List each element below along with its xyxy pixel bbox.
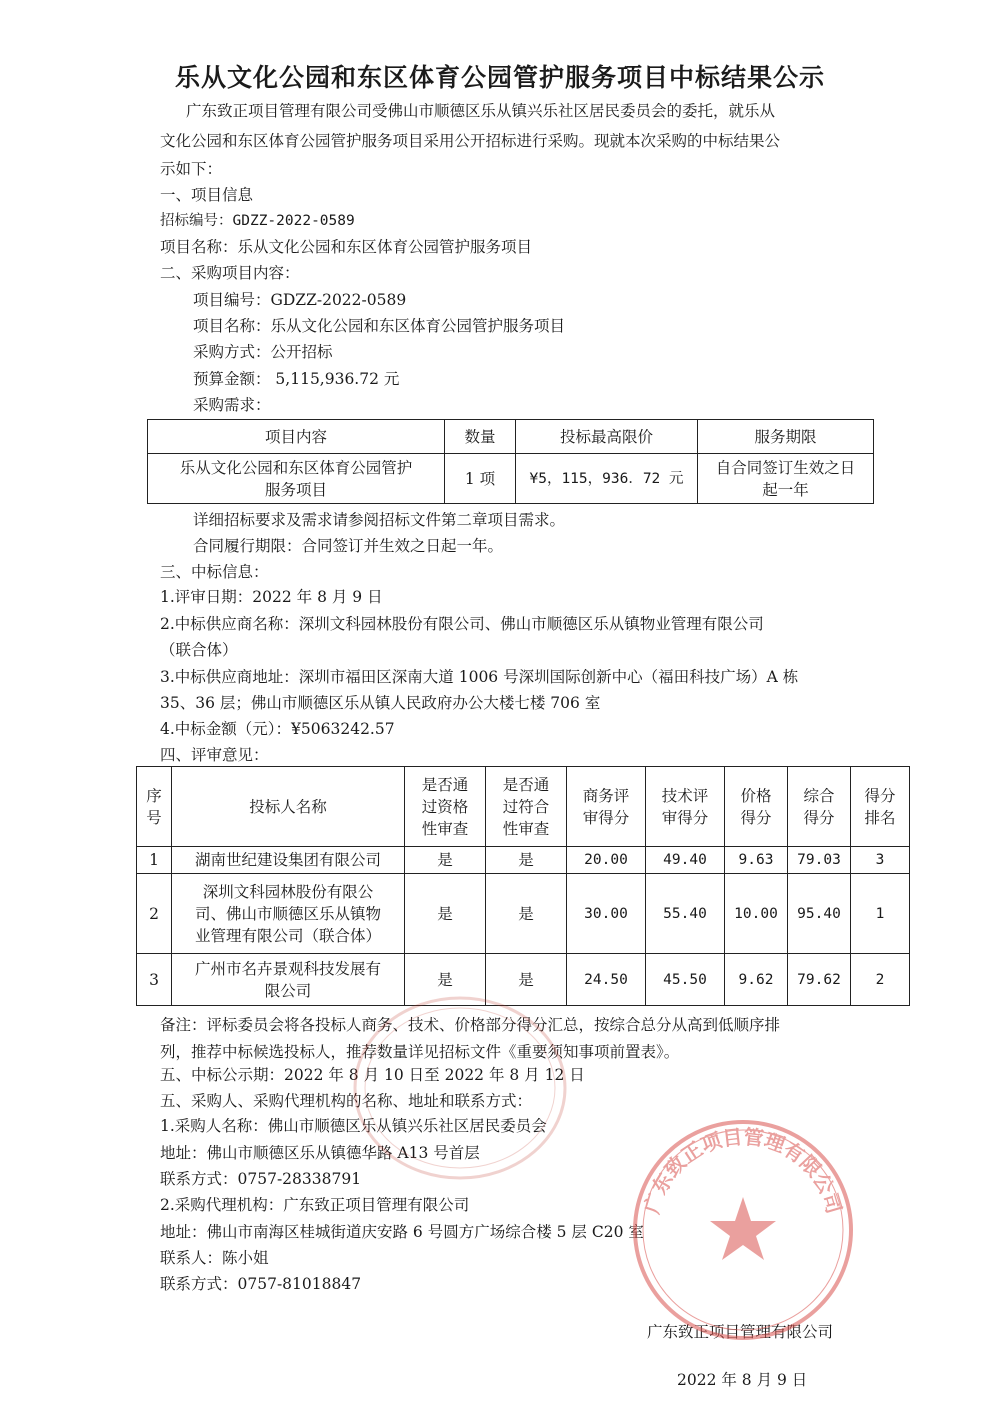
row-rank: 1 bbox=[851, 874, 910, 954]
winner-address-line-1: 3.中标供应商地址：深圳市福田区深南大道 1006 号深圳国际创新中心（福田科技广场）A 栋 bbox=[160, 668, 799, 686]
row-bidder-name-line-1: 广州市名卉景观科技发展有 bbox=[194, 959, 381, 978]
detail-note: 详细招标要求及需求请参阅招标文件第二章项目需求。 bbox=[193, 511, 566, 529]
row-conformity: 是 bbox=[486, 954, 567, 1006]
table-row bbox=[137, 847, 910, 874]
row-seq: 3 bbox=[137, 954, 172, 1006]
row-seq: 2 bbox=[137, 874, 172, 954]
review-header-seq-1: 序 bbox=[146, 786, 162, 805]
demand-period-line-1: 自合同签订生效之日 bbox=[715, 458, 856, 477]
review-header-total bbox=[788, 767, 851, 847]
winner-name-line-1: 2.中标供应商名称：深圳文科园林股份有限公司、佛山市顺德区乐从镇物业管理有限公司 bbox=[160, 615, 764, 633]
review-header-tech-2: 审得分 bbox=[661, 808, 709, 827]
procurement-demand: 采购需求： bbox=[193, 396, 271, 414]
demand-cell-qty: 1 项 bbox=[445, 454, 516, 504]
agent-contact-person: 联系人：陈小姐 bbox=[160, 1249, 269, 1267]
procurement-method: 采购方式：公开招标 bbox=[193, 343, 333, 361]
section5-publicity: 五、中标公示期：2022 年 8 月 10 日至 2022 年 8 月 12 日 bbox=[160, 1066, 585, 1084]
review-header-biz-2: 审得分 bbox=[582, 808, 630, 827]
row-business-score: 24.50 bbox=[567, 954, 646, 1006]
contract-term: 合同履行期限：合同签订并生效之日起一年。 bbox=[193, 537, 504, 555]
note-line-2: 列，推荐中标候选投标人，推荐数量详见招标文件《重要须知事项前置表》。 bbox=[160, 1043, 680, 1061]
row-total-score: 79.03 bbox=[788, 847, 851, 874]
buyer-name: 1.采购人名称：佛山市顺德区乐从镇兴乐社区居民委员会 bbox=[160, 1117, 547, 1135]
row-seq: 1 bbox=[137, 847, 172, 874]
intro-line-2: 文化公园和东区体育公园管护服务项目采用公开招标进行采购。现就本次采购的中标结果公 bbox=[160, 132, 781, 150]
buyer-address: 地址：佛山市顺德区乐从镇德华路 A13 号首层 bbox=[160, 1144, 480, 1162]
agent-address: 地址：佛山市南海区桂城街道庆安路 6 号圆方广场综合楼 5 层 C20 室 bbox=[160, 1223, 644, 1241]
project-name: 项目名称：乐从文化公园和东区体育公园管护服务项目 bbox=[160, 238, 533, 256]
row-conformity: 是 bbox=[486, 874, 567, 954]
row-conformity: 是 bbox=[486, 847, 567, 874]
row-bidder-name-line-1: 深圳文科园林股份有限公 bbox=[202, 882, 374, 901]
intro-line-3: 示如下： bbox=[160, 160, 223, 178]
review-header-total-2: 得分 bbox=[803, 808, 835, 827]
row-qualification: 是 bbox=[405, 874, 486, 954]
note-line-1: 备注：评标委员会将各投标人商务、技术、价格部分得分汇总，按综合总分从高到低顺序排 bbox=[160, 1016, 781, 1034]
review-header-rank bbox=[851, 767, 910, 847]
row-qualification: 是 bbox=[405, 954, 486, 1006]
demand-header-price: 投标最高限价 bbox=[516, 420, 698, 454]
demand-cell-content bbox=[148, 454, 445, 504]
signature-date: 2022 年 8 月 9 日 bbox=[677, 1371, 808, 1389]
row-total-score: 79.62 bbox=[788, 954, 851, 1006]
project-name-2: 项目名称：乐从文化公园和东区体育公园管护服务项目 bbox=[193, 317, 566, 335]
winning-amount: 4.中标金额（元）：¥5063242.57 bbox=[160, 720, 395, 738]
section4-heading: 四、评审意见： bbox=[160, 746, 269, 764]
section2-heading: 二、采购项目内容： bbox=[160, 264, 300, 282]
buyer-contact: 联系方式：0757-28338791 bbox=[160, 1170, 362, 1188]
svg-text:广东致正项目管理有限公司: 广东致正项目管理有限公司 bbox=[639, 1124, 847, 1217]
budget-amount: 预算金额： 5,115,936.72 元 bbox=[193, 370, 400, 388]
project-number: 项目编号：GDZZ-2022-0589 bbox=[193, 291, 407, 309]
section5-contact-heading: 五、采购人、采购代理机构的名称、地址和联系方式： bbox=[160, 1092, 533, 1110]
review-header-conf-3: 性审查 bbox=[502, 819, 550, 838]
review-header-qual-3: 性审查 bbox=[421, 819, 469, 838]
row-technical-score: 55.40 bbox=[646, 874, 725, 954]
demand-cell-price: ¥5，115，936．72 元 bbox=[516, 454, 698, 504]
row-business-score: 30.00 bbox=[567, 874, 646, 954]
review-header-technical bbox=[646, 767, 725, 847]
review-header-business bbox=[567, 767, 646, 847]
review-header-price bbox=[725, 767, 788, 847]
row-bidder-name bbox=[172, 874, 405, 954]
bid-number: 招标编号：GDZZ-2022-0589 bbox=[160, 213, 355, 229]
row-bidder-name-line-2: 司、佛山市顺德区乐从镇物 bbox=[194, 904, 381, 923]
winner-name-line-2: （联合体） bbox=[160, 641, 238, 659]
demand-cell-period bbox=[698, 454, 874, 504]
row-technical-score: 49.40 bbox=[646, 847, 725, 874]
review-header-rank-1: 得分 bbox=[864, 786, 896, 805]
signature-company: 广东致正项目管理有限公司 bbox=[647, 1323, 834, 1341]
row-total-score: 95.40 bbox=[788, 874, 851, 954]
row-price-score: 9.62 bbox=[725, 954, 788, 1006]
row-business-score: 20.00 bbox=[567, 847, 646, 874]
review-header-tech-1: 技术评 bbox=[661, 786, 709, 805]
company-seal-stamp bbox=[628, 1115, 858, 1345]
demand-header-content: 项目内容 bbox=[148, 420, 445, 454]
demand-table bbox=[147, 419, 874, 504]
review-header-conf-2: 过符合 bbox=[502, 797, 550, 816]
row-rank: 2 bbox=[851, 954, 910, 1006]
intro-line-1: 广东致正项目管理有限公司受佛山市顺德区乐从镇兴乐社区居民委员会的委托，就乐从 bbox=[186, 102, 776, 120]
demand-header-qty: 数量 bbox=[445, 420, 516, 454]
document-title: 乐从文化公园和东区体育公园管护服务项目中标结果公示 bbox=[174, 63, 825, 92]
faint-seal-stamp bbox=[340, 988, 580, 1188]
row-bidder-name-line-2: 限公司 bbox=[264, 981, 312, 1000]
row-price-score: 9.63 bbox=[725, 847, 788, 874]
review-header-biz-1: 商务评 bbox=[582, 786, 630, 805]
review-header-qual-1: 是否通 bbox=[421, 775, 469, 794]
row-technical-score: 45.50 bbox=[646, 954, 725, 1006]
review-header-price-1: 价格 bbox=[740, 786, 772, 805]
review-header-conf-1: 是否通 bbox=[502, 775, 550, 794]
demand-content-line-1: 乐从文化公园和东区体育公园管护 bbox=[179, 458, 413, 477]
review-header-price-2: 得分 bbox=[740, 808, 772, 827]
winner-address-line-2: 35、36 层；佛山市顺德区乐从镇人民政府办公大楼七楼 706 室 bbox=[160, 694, 601, 712]
demand-header-period: 服务期限 bbox=[698, 420, 874, 454]
review-header-seq-2: 号 bbox=[146, 808, 162, 827]
review-header-qual-2: 过资格 bbox=[421, 797, 469, 816]
review-date: 1.评审日期：2022 年 8 月 9 日 bbox=[160, 588, 383, 606]
row-bidder-name-line-3: 业管理有限公司（联合体） bbox=[194, 926, 381, 945]
review-header-rank-2: 排名 bbox=[864, 808, 896, 827]
demand-content-line-2: 服务项目 bbox=[264, 480, 327, 499]
review-header-qualification bbox=[405, 767, 486, 847]
section1-heading: 一、项目信息 bbox=[160, 186, 254, 204]
review-header-name: 投标人名称 bbox=[172, 767, 405, 847]
table-row bbox=[137, 874, 910, 954]
demand-period-line-2: 起一年 bbox=[762, 480, 809, 499]
review-header-seq bbox=[137, 767, 172, 847]
row-qualification: 是 bbox=[405, 847, 486, 874]
review-table bbox=[136, 766, 910, 1006]
review-header-conformity bbox=[486, 767, 567, 847]
row-bidder-name: 湖南世纪建设集团有限公司 bbox=[172, 847, 405, 874]
agent-contact: 联系方式：0757-81018847 bbox=[160, 1275, 362, 1293]
section3-heading: 三、中标信息： bbox=[160, 563, 269, 581]
row-rank: 3 bbox=[851, 847, 910, 874]
row-price-score: 10.00 bbox=[725, 874, 788, 954]
agent-name: 2.采购代理机构：广东致正项目管理有限公司 bbox=[160, 1196, 470, 1214]
review-header-total-1: 综合 bbox=[803, 786, 835, 805]
